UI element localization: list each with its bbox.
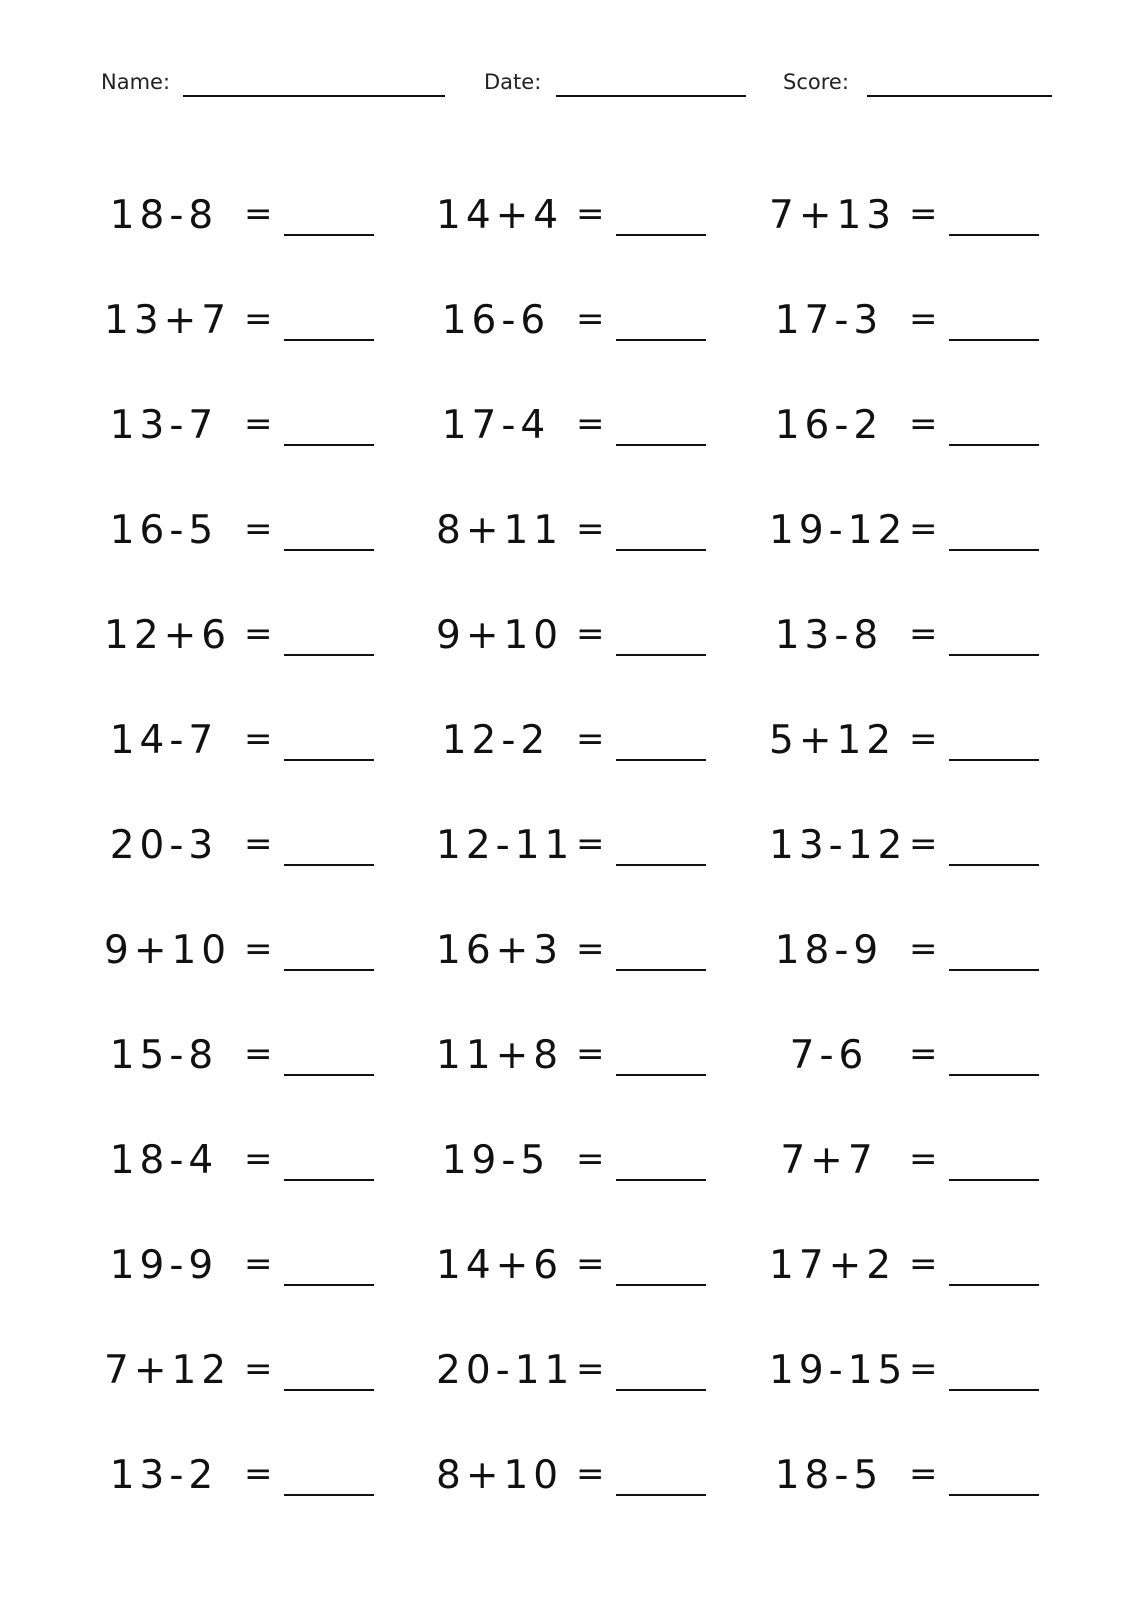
problem-expression: 11+8 [436, 1033, 564, 1078]
problem [436, 401, 726, 461]
problem-expression: 18-8 [109, 193, 219, 238]
problem-expression: 8+11 [436, 508, 564, 553]
equals-sign: = [576, 614, 605, 654]
answer-blank[interactable] [949, 654, 1039, 656]
problem [104, 821, 394, 881]
problem-expression: 12-2 [441, 718, 551, 763]
answer-blank[interactable] [284, 1389, 374, 1391]
problem-expression: 7+12 [104, 1348, 232, 1393]
problem [436, 821, 726, 881]
answer-blank[interactable] [949, 1284, 1039, 1286]
equals-sign: = [576, 1349, 605, 1389]
problem-expression: 16-5 [109, 508, 219, 553]
problem-expression: 19-5 [441, 1138, 551, 1183]
problem [104, 1031, 394, 1091]
problem [104, 926, 394, 986]
problem [769, 716, 1059, 776]
problem [104, 716, 394, 776]
equals-sign: = [244, 719, 273, 759]
problem [104, 401, 394, 461]
equals-sign: = [909, 509, 938, 549]
problem-expression: 9+10 [104, 928, 232, 973]
equals-sign: = [909, 1244, 938, 1284]
answer-blank[interactable] [616, 444, 706, 446]
answer-blank[interactable] [949, 234, 1039, 236]
equals-sign: = [576, 1139, 605, 1179]
problem-expression: 12+6 [104, 613, 232, 658]
equals-sign: = [909, 299, 938, 339]
score-label: Score: [783, 70, 849, 94]
equals-sign: = [576, 194, 605, 234]
equals-sign: = [244, 509, 273, 549]
problem-expression: 19-9 [109, 1243, 219, 1288]
equals-sign: = [576, 1454, 605, 1494]
problem [104, 1346, 394, 1406]
problem [769, 401, 1059, 461]
answer-blank[interactable] [616, 1284, 706, 1286]
problem [436, 1241, 726, 1301]
problem [769, 926, 1059, 986]
problem [769, 611, 1059, 671]
problem [436, 506, 726, 566]
equals-sign: = [244, 824, 273, 864]
answer-blank[interactable] [616, 1179, 706, 1181]
equals-sign: = [576, 1244, 605, 1284]
problem [436, 296, 726, 356]
answer-blank[interactable] [616, 339, 706, 341]
problem [104, 296, 394, 356]
problem [769, 191, 1059, 251]
answer-blank[interactable] [284, 339, 374, 341]
problem-expression: 13-12 [769, 823, 908, 868]
problem [104, 611, 394, 671]
problem [104, 191, 394, 251]
problem [769, 1346, 1059, 1406]
answer-blank[interactable] [284, 444, 374, 446]
equals-sign: = [576, 929, 605, 969]
answer-blank[interactable] [616, 1074, 706, 1076]
problem-expression: 7+13 [769, 193, 897, 238]
answer-blank[interactable] [616, 1389, 706, 1391]
answer-blank[interactable] [616, 969, 706, 971]
equals-sign: = [244, 1454, 273, 1494]
problem [769, 1136, 1059, 1196]
answer-blank[interactable] [616, 759, 706, 761]
problem-expression: 18-9 [774, 928, 884, 973]
answer-blank[interactable] [949, 1179, 1039, 1181]
problem [436, 1346, 726, 1406]
answer-blank[interactable] [949, 864, 1039, 866]
problem-expression: 19-12 [769, 508, 908, 553]
date-label: Date: [484, 70, 542, 94]
problem [769, 821, 1059, 881]
answer-blank[interactable] [284, 654, 374, 656]
answer-blank[interactable] [284, 234, 374, 236]
equals-sign: = [576, 404, 605, 444]
answer-blank[interactable] [284, 1494, 374, 1496]
problem [769, 296, 1059, 356]
problem-expression: 12-11 [436, 823, 575, 868]
answer-blank[interactable] [616, 1494, 706, 1496]
equals-sign: = [244, 1034, 273, 1074]
problem-expression: 5+12 [769, 718, 897, 763]
equals-sign: = [244, 404, 273, 444]
equals-sign: = [909, 1349, 938, 1389]
answer-blank[interactable] [616, 864, 706, 866]
problem-expression: 7+7 [780, 1138, 878, 1183]
answer-blank[interactable] [616, 549, 706, 551]
equals-sign: = [576, 824, 605, 864]
answer-blank[interactable] [616, 234, 706, 236]
problem [436, 1136, 726, 1196]
equals-sign: = [909, 1139, 938, 1179]
answer-blank[interactable] [284, 864, 374, 866]
equals-sign: = [576, 299, 605, 339]
equals-sign: = [244, 614, 273, 654]
equals-sign: = [909, 1034, 938, 1074]
equals-sign: = [244, 299, 273, 339]
problem [436, 1451, 726, 1511]
problem-expression: 18-4 [109, 1138, 219, 1183]
problem-expression: 17-4 [441, 403, 551, 448]
problem-expression: 17-3 [774, 298, 884, 343]
equals-sign: = [909, 719, 938, 759]
problem [769, 1031, 1059, 1091]
equals-sign: = [576, 719, 605, 759]
problem-expression: 7-6 [789, 1033, 869, 1078]
equals-sign: = [909, 614, 938, 654]
problem-expression: 13+7 [104, 298, 232, 343]
answer-blank[interactable] [616, 654, 706, 656]
equals-sign: = [576, 1034, 605, 1074]
answer-blank[interactable] [949, 759, 1039, 761]
problem [104, 1136, 394, 1196]
problem-expression: 8+10 [436, 1453, 564, 1498]
equals-sign: = [244, 929, 273, 969]
answer-blank[interactable] [284, 1179, 374, 1181]
problem [436, 1031, 726, 1091]
equals-sign: = [909, 824, 938, 864]
answer-blank[interactable] [949, 969, 1039, 971]
problem-expression: 17+2 [769, 1243, 897, 1288]
problem-expression: 15-8 [109, 1033, 219, 1078]
answer-blank[interactable] [284, 969, 374, 971]
problem-expression: 13-2 [109, 1453, 219, 1498]
problem [436, 611, 726, 671]
answer-blank[interactable] [284, 1074, 374, 1076]
problem-expression: 16+3 [436, 928, 564, 973]
answer-blank[interactable] [949, 444, 1039, 446]
problem [436, 191, 726, 251]
equals-sign: = [244, 1349, 273, 1389]
answer-blank[interactable] [284, 759, 374, 761]
problem-expression: 16-2 [774, 403, 884, 448]
answer-blank[interactable] [284, 1284, 374, 1286]
problem-expression: 14+4 [436, 193, 564, 238]
answer-blank[interactable] [949, 1074, 1039, 1076]
answer-blank[interactable] [949, 1389, 1039, 1391]
problem-expression: 20-3 [109, 823, 219, 868]
equals-sign: = [909, 929, 938, 969]
problem-expression: 20-11 [436, 1348, 575, 1393]
equals-sign: = [244, 1244, 273, 1284]
equals-sign: = [576, 509, 605, 549]
equals-sign: = [909, 194, 938, 234]
equals-sign: = [244, 194, 273, 234]
problem [769, 506, 1059, 566]
answer-blank[interactable] [949, 549, 1039, 551]
problem-expression: 13-7 [109, 403, 219, 448]
equals-sign: = [909, 404, 938, 444]
problem [436, 926, 726, 986]
problem [104, 1241, 394, 1301]
problem [436, 716, 726, 776]
equals-sign: = [909, 1454, 938, 1494]
problem [104, 1451, 394, 1511]
name-label: Name: [101, 70, 171, 94]
problem-expression: 16-6 [441, 298, 551, 343]
problem [104, 506, 394, 566]
problem-expression: 19-15 [769, 1348, 908, 1393]
equals-sign: = [244, 1139, 273, 1179]
problem [769, 1451, 1059, 1511]
problem-expression: 9+10 [436, 613, 564, 658]
problem [769, 1241, 1059, 1301]
problem-expression: 14+6 [436, 1243, 564, 1288]
answer-blank[interactable] [284, 549, 374, 551]
answer-blank[interactable] [949, 339, 1039, 341]
problem-expression: 13-8 [774, 613, 884, 658]
problem-expression: 18-5 [774, 1453, 884, 1498]
answer-blank[interactable] [949, 1494, 1039, 1496]
problem-expression: 14-7 [109, 718, 219, 763]
